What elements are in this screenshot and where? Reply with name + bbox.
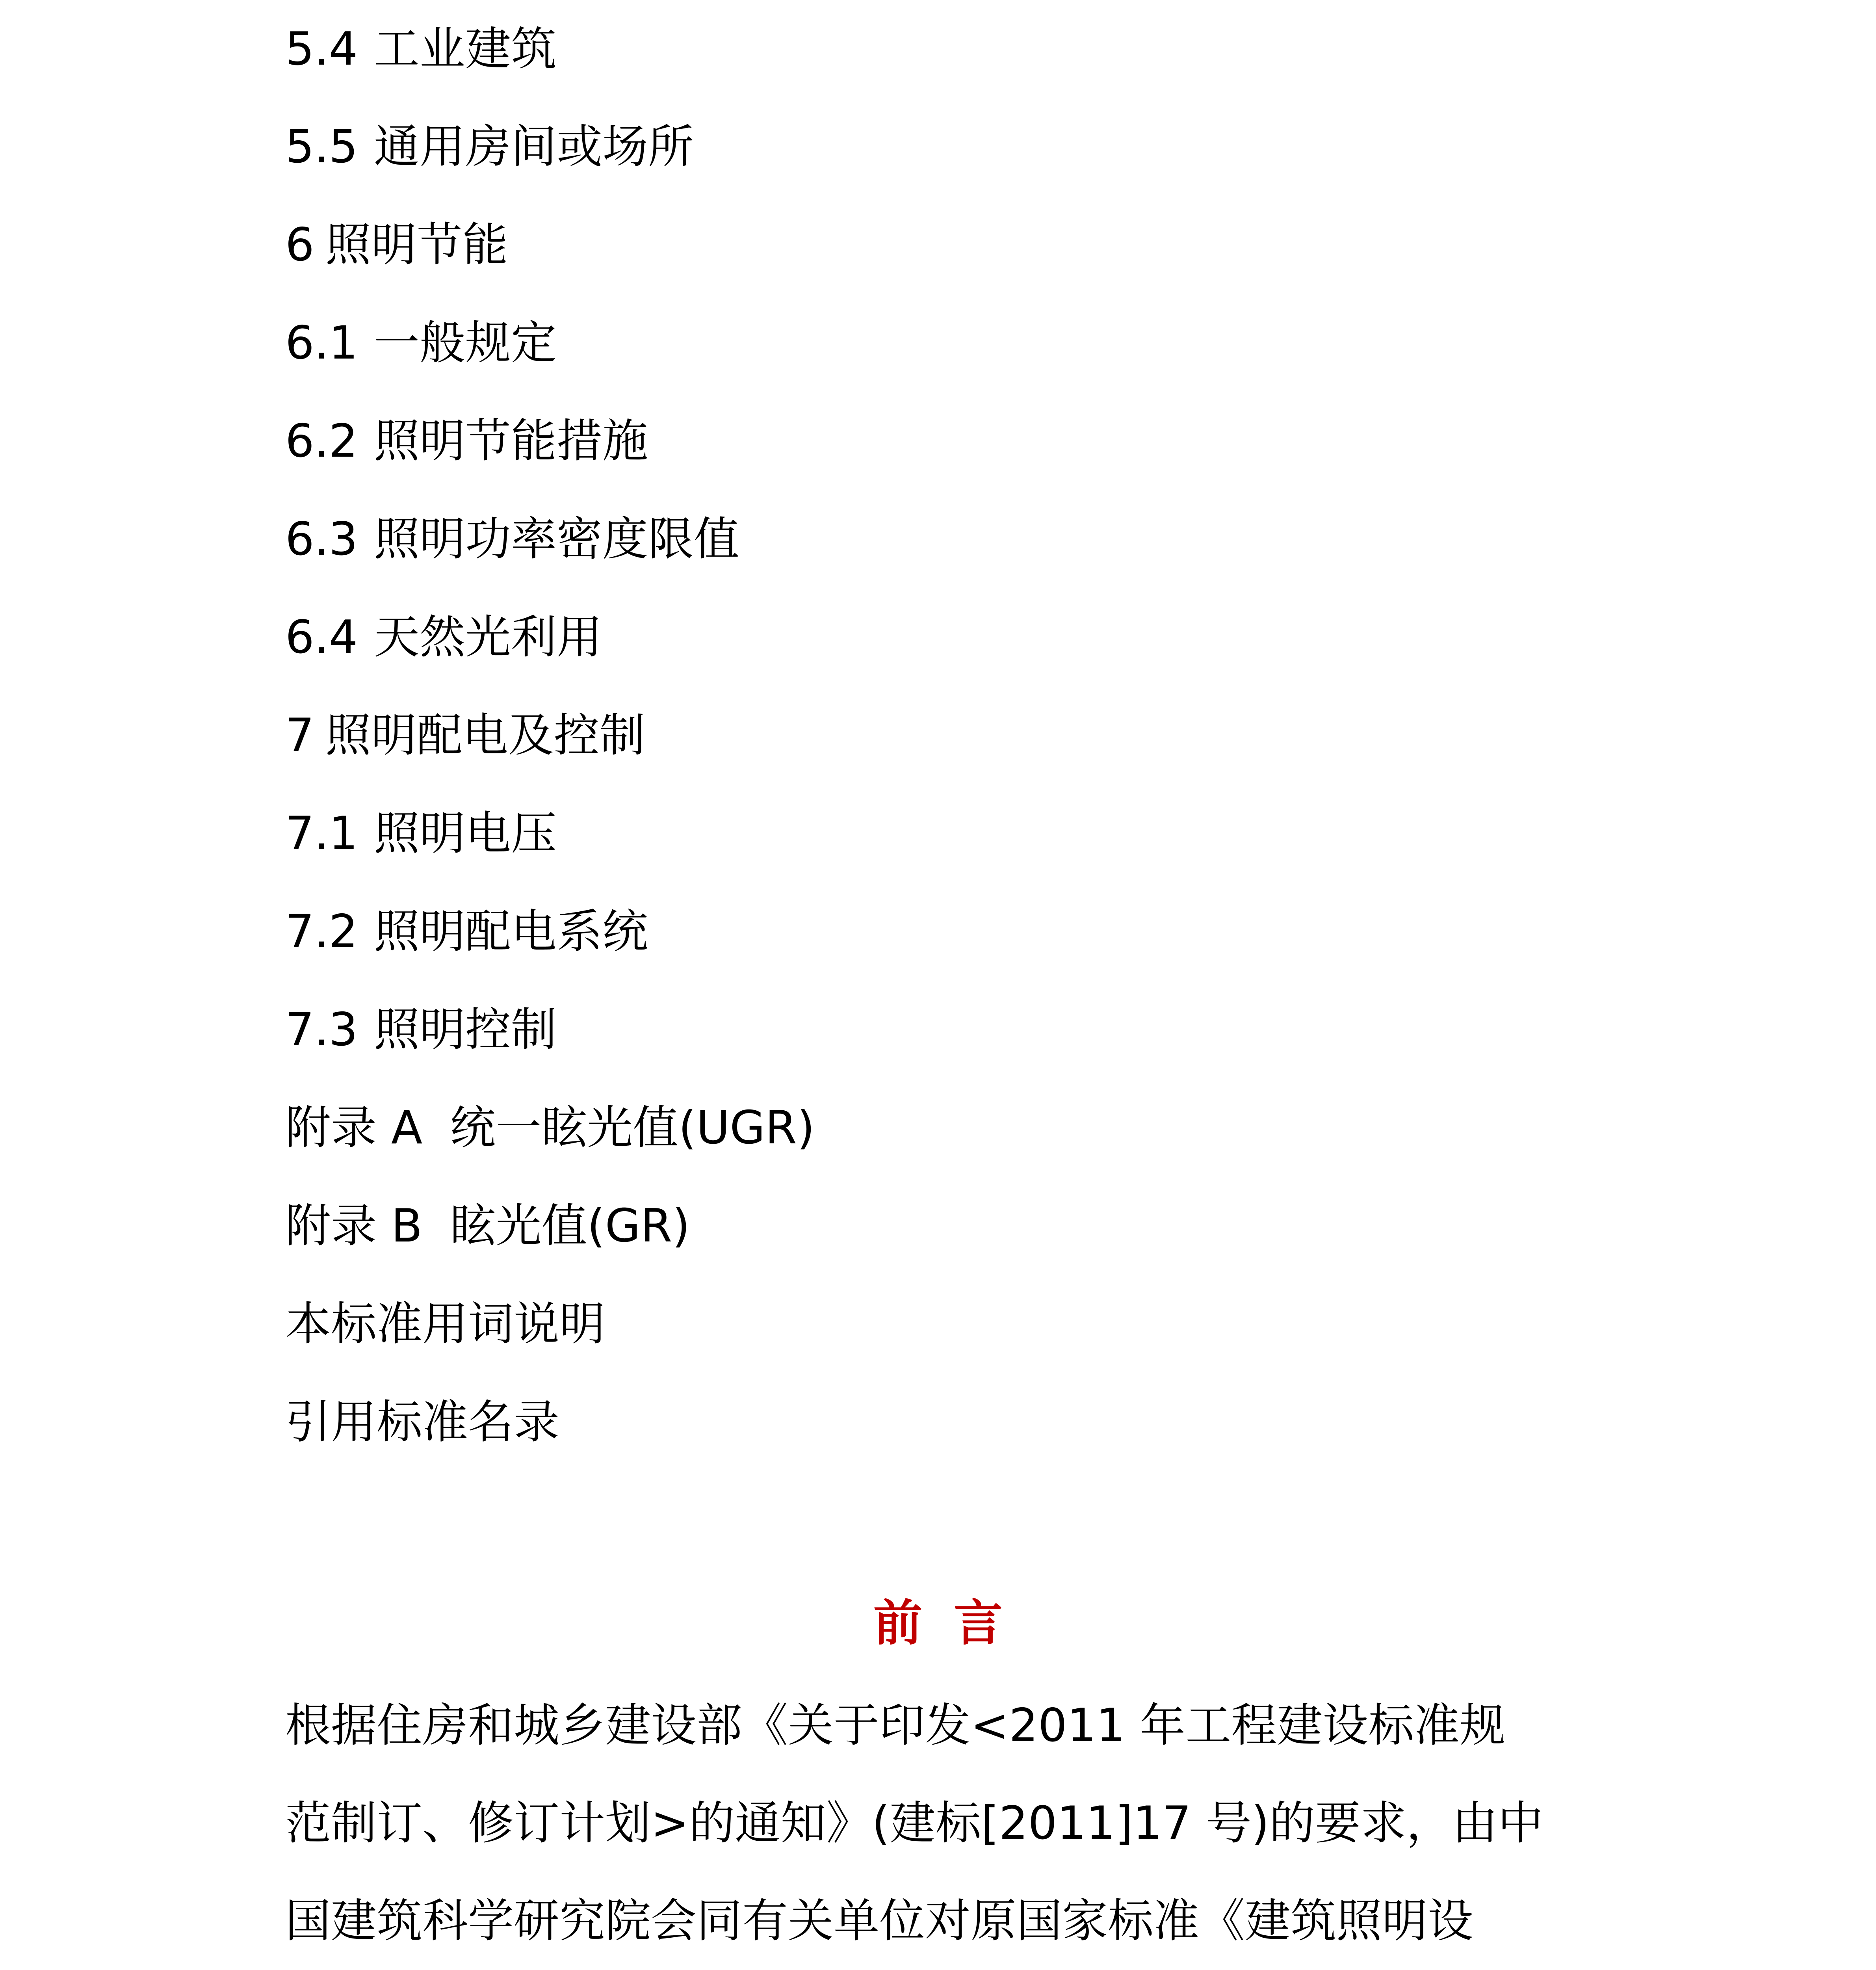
toc-entry-number: 7.2 <box>285 905 358 958</box>
toc-entry-number: 附录 B <box>285 1199 423 1253</box>
toc-entry-number: 7.3 <box>285 1003 358 1056</box>
toc-entry-7-3 <box>285 1002 557 1057</box>
preface-line: 根据住房和城乡建设部《关于印发<2011 年工程建设标准规 <box>285 1699 1506 1752</box>
toc-entry-7-1 <box>285 806 557 861</box>
toc-entry-title: 统一眩光值(UGR) <box>450 1101 815 1154</box>
toc-entry-number: 附录 A <box>285 1101 423 1154</box>
toc-entry-6-4 <box>285 610 602 665</box>
toc-entry-title: 工业建筑 <box>374 22 557 76</box>
toc-entry-number: 6.3 <box>285 513 358 566</box>
toc-entry-appendix-b <box>285 1199 690 1254</box>
preface-line: 国建筑科学研究院会同有关单位对原国家标准《建筑照明设 <box>285 1894 1473 1948</box>
toc-entry-number: 6.1 <box>285 316 358 370</box>
toc-entry-title: 照明节能措施 <box>374 414 648 468</box>
toc-entry-title: 照明配电及控制 <box>325 709 645 762</box>
toc-entry-title: 一般规定 <box>374 316 557 370</box>
toc-entry-number: 5.4 <box>285 22 358 76</box>
toc-entry-title: 引用标准名录 <box>285 1396 559 1449</box>
toc-entry-5-4 <box>285 22 557 77</box>
toc-entry-title: 通用房间或场所 <box>374 120 694 173</box>
toc-entry-title: 本标准用词说明 <box>285 1297 605 1351</box>
toc-entry-number: 6 <box>285 218 314 271</box>
toc-entry-5-5 <box>285 119 694 175</box>
toc-entry-6-1 <box>285 316 557 371</box>
toc-entry-title: 照明节能 <box>325 218 508 271</box>
toc-entry-number: 5.5 <box>285 120 358 173</box>
toc-entry-6-3 <box>285 512 739 567</box>
toc-entry-title: 照明控制 <box>374 1003 557 1056</box>
toc-entry-6-2 <box>285 414 648 469</box>
toc-entry-title: 天然光利用 <box>374 611 602 664</box>
toc-entry-number: 6.4 <box>285 611 358 664</box>
preface-heading: 前言 <box>873 1595 1034 1652</box>
toc-entry-title: 照明电压 <box>374 807 557 860</box>
toc-entry-references <box>285 1395 559 1450</box>
toc-entry-number: 7 <box>285 709 314 762</box>
toc-entry-6 <box>285 217 508 273</box>
toc-entry-title: 照明配电系统 <box>374 905 648 958</box>
preface-line: 范制订、修订计划>的通知》(建标[2011]17 号)的要求，由中 <box>285 1797 1544 1850</box>
toc-entry-wording <box>285 1297 605 1352</box>
toc-entry-title: 眩光值(GR) <box>450 1199 690 1253</box>
toc-entry-number: 7.1 <box>285 807 358 860</box>
toc-entry-number: 6.2 <box>285 414 358 468</box>
toc-entry-title: 照明功率密度限值 <box>374 513 739 566</box>
toc-entry-appendix-a <box>285 1100 815 1156</box>
toc-entry-7-2 <box>285 904 648 959</box>
toc-entry-7 <box>285 708 645 763</box>
